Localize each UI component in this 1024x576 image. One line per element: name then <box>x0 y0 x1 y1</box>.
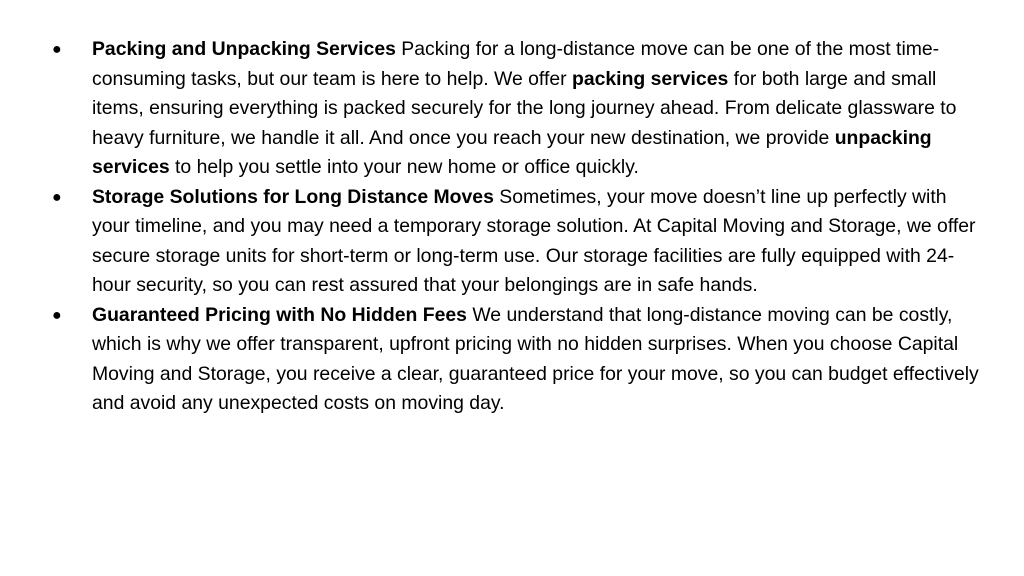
item-emphasis: packing services <box>571 67 729 90</box>
item-text: for both large and small items, ensuring everything is packed securely for the long journey ahead. From delicate glassware to heavy furniture, we handle it all. And once you reach your new destination, we provide <box>92 67 957 149</box>
item-title: Storage Solutions for Long Distance Moves <box>92 185 494 208</box>
item-emphasis: unpacking services <box>92 126 932 178</box>
item-title: Packing and Unpacking Services <box>92 38 396 60</box>
bullet-list <box>0 35 1024 419</box>
item-text: Packing for a long-distance move can be one of the most time-consuming tasks, but our team is here to help. We offer <box>92 38 940 90</box>
item-title: Guaranteed Pricing with No Hidden Fees <box>92 303 467 326</box>
document-body <box>0 35 1024 419</box>
item-text: We understand that long-distance moving can be costly, which is why we offer transparent, upfront pricing with no hidden surprises. When you choose Capital Moving and Storage, you receive a clear, guaranteed price for your move, so you can budget effectively and avoid any unexpected costs on moving day. <box>92 303 979 414</box>
list-item-storage-solutions <box>0 183 1024 301</box>
list-item-guaranteed-pricing <box>0 301 1024 419</box>
list-item-packing-unpacking <box>0 35 1024 183</box>
bullet-icon: ● <box>52 306 62 324</box>
item-text: to help you settle into your new home or office quickly. <box>169 156 639 178</box>
bullet-icon: ● <box>52 188 62 206</box>
item-text: Sometimes, your move doesn’t line up perfectly with your timeline, and you may need a temporary storage solution. At Capital Moving and Storage, we offer secure storage units for short-term or long-term use. Our storage facilities are fully equipped with 24-hour security, so you can rest assured that your belongings are in safe hands. <box>92 185 976 296</box>
bullet-icon: ● <box>52 41 62 58</box>
